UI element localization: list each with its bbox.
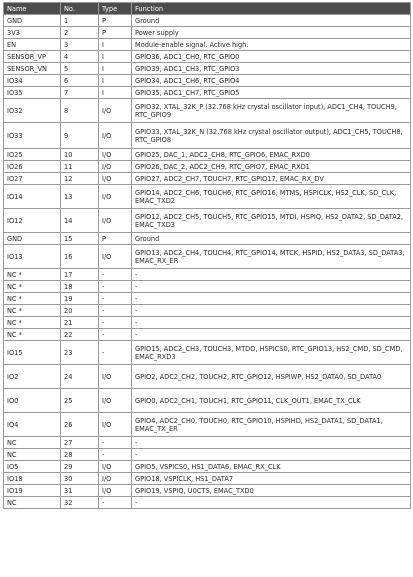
pin-type-cell: - [99,497,132,509]
pin-type-cell: I/O [99,99,132,123]
pin-number-cell: 4 [61,51,99,63]
pin-function-cell: GPIO26, DAC_2, ADC2_CH9, RTC_GPIO7, EMAC_RXD1 [132,161,411,173]
pin-function-cell: GPIO36, ADC1_CH0, RTC_GPIO0 [132,51,411,63]
pin-type-cell: I/O [99,173,132,185]
table-row [4,233,411,245]
table-row [4,75,411,87]
pin-type-cell: I [99,87,132,99]
table-row [4,497,411,509]
pin-number-cell: 14 [61,209,99,233]
pin-name-cell: NC * [4,281,61,293]
pin-function-cell: - [132,449,411,461]
pin-number-cell: 11 [61,161,99,173]
pin-name-cell: NC [4,437,61,449]
pin-name-cell: NC * [4,269,61,281]
pin-function-cell: - [132,281,411,293]
pin-number-cell: 26 [61,413,99,437]
pin-name-cell: NC * [4,305,61,317]
table-row [4,185,411,209]
pin-type-cell: - [99,269,132,281]
pin-type-cell: I/O [99,161,132,173]
pin-number-cell: 22 [61,329,99,341]
pin-function-cell: - [132,269,411,281]
pin-number-cell: 25 [61,389,99,413]
pin-name-cell: IO32 [4,99,61,123]
pin-function-cell: Ground [132,233,411,245]
pin-function-cell: - [132,497,411,509]
pin-number-cell: 13 [61,185,99,209]
pin-name-cell: NC [4,449,61,461]
pin-name-cell: NC * [4,293,61,305]
pin-name-cell: IO4 [4,413,61,437]
pin-number-cell: 24 [61,365,99,389]
pin-type-cell: I [99,63,132,75]
pin-number-cell: 21 [61,317,99,329]
pin-function-cell: GPIO32, XTAL_32K_P (32.768 kHz crystal oscillator input), ADC1_CH4, TOUCH9, RTC_GPIO9 [132,99,411,123]
pin-number-cell: 10 [61,149,99,161]
pin-type-cell: - [99,437,132,449]
pin-function-cell: - [132,329,411,341]
pin-type-cell: I/O [99,473,132,485]
pin-number-cell: 16 [61,245,99,269]
pin-function-cell: - [132,293,411,305]
pin-number-cell: 30 [61,473,99,485]
table-row [4,449,411,461]
table-row [4,161,411,173]
pin-type-cell: I/O [99,389,132,413]
pin-type-cell: I/O [99,149,132,161]
table-row [4,341,411,365]
pin-name-cell: IO25 [4,149,61,161]
pin-type-cell: - [99,329,132,341]
pin-name-cell: IO26 [4,161,61,173]
table-row [4,269,411,281]
pin-function-cell: GPIO12, ADC2_CH5, TOUCH5, RTC_GPIO15, MTDI, HSPIQ, HS2_DATA2, SD_DATA2, EMAC_TXD3 [132,209,411,233]
pin-name-cell: IO19 [4,485,61,497]
pin-type-cell: - [99,293,132,305]
pin-function-cell: GPIO19, VSPIQ, U0CTS, EMAC_TXD0 [132,485,411,497]
pin-type-cell: P [99,15,132,27]
pin-function-cell: GPIO33, XTAL_32K_N (32.768 kHz crystal oscillator output), ADC1_CH5, TOUCH8, RTC_GPIO8 [132,123,411,149]
pin-function-cell: GPIO4, ADC2_CH0, TOUCH0, RTC_GPIO10, HSPIHD, HS2_DATA1, SD_DATA1, EMAC_TX_ER [132,413,411,437]
table-row [4,329,411,341]
pin-function-cell: GPIO39, ADC1_CH3, RTC_GPIO3 [132,63,411,75]
pin-name-cell: IO2 [4,365,61,389]
pin-type-cell: - [99,305,132,317]
pin-number-cell: 29 [61,461,99,473]
header-name: Name [4,3,61,15]
pin-function-cell: GPIO18, VSPICLK, HS1_DATA7 [132,473,411,485]
pin-type-cell: I [99,39,132,51]
pin-number-cell: 3 [61,39,99,51]
pin-type-cell: I [99,75,132,87]
pin-function-cell: - [132,437,411,449]
pin-function-cell: GPIO13, ADC2_CH4, TOUCH4, RTC_GPIO14, MTCK, HSPID, HS2_DATA3, SD_DATA3, EMAC_RX_ER [132,245,411,269]
pin-type-cell: I/O [99,209,132,233]
table-row [4,51,411,63]
table-row [4,173,411,185]
pin-name-cell: NC * [4,317,61,329]
pin-number-cell: 9 [61,123,99,149]
pin-name-cell: IO35 [4,87,61,99]
pin-type-cell: P [99,233,132,245]
table-row [4,365,411,389]
pin-type-cell: I/O [99,185,132,209]
pin-number-cell: 7 [61,87,99,99]
header-type: Type [99,3,132,15]
pin-number-cell: 17 [61,269,99,281]
pin-name-cell: IO12 [4,209,61,233]
pin-number-cell: 15 [61,233,99,245]
pin-number-cell: 1 [61,15,99,27]
pin-name-cell: IO18 [4,473,61,485]
pin-name-cell: IO27 [4,173,61,185]
pin-number-cell: 31 [61,485,99,497]
table-row [4,245,411,269]
pin-type-cell: - [99,449,132,461]
pin-function-cell: Module-enable signal. Active high. [132,39,411,51]
pin-definition-table [3,2,411,509]
pin-function-cell: GPIO34, ADC1_CH6, RTC_GPIO4 [132,75,411,87]
pin-type-cell: I/O [99,461,132,473]
table-row [4,149,411,161]
pin-type-cell: I/O [99,365,132,389]
table-row [4,461,411,473]
table-row [4,437,411,449]
table-row [4,87,411,99]
pin-number-cell: 27 [61,437,99,449]
pin-name-cell: IO34 [4,75,61,87]
pin-name-cell: EN [4,39,61,51]
table-row [4,389,411,413]
header-function: Function [132,3,411,15]
table-row [4,123,411,149]
pin-number-cell: 28 [61,449,99,461]
pin-function-cell: GPIO14, ADC2_CH6, TOUCH6, RTC_GPIO16, MTMS, HSPICLK, HS2_CLK, SD_CLK, EMAC_TXD2 [132,185,411,209]
pin-function-cell: GPIO15, ADC2_CH3, TOUCH3, MTDO, HSPICS0, RTC_GPIO13, HS2_CMD, SD_CMD, EMAC_RXD3 [132,341,411,365]
pin-type-cell: - [99,341,132,365]
pin-function-cell: Ground [132,15,411,27]
pin-number-cell: 32 [61,497,99,509]
pin-type-cell: I/O [99,123,132,149]
pin-function-cell: - [132,317,411,329]
pin-number-cell: 12 [61,173,99,185]
pin-name-cell: 3V3 [4,27,61,39]
pin-name-cell: IO0 [4,389,61,413]
pin-name-cell: NC [4,497,61,509]
pin-name-cell: GND [4,233,61,245]
pin-number-cell: 6 [61,75,99,87]
pin-name-cell: IO5 [4,461,61,473]
pin-type-cell: P [99,27,132,39]
pin-name-cell: IO33 [4,123,61,149]
pin-number-cell: 20 [61,305,99,317]
pin-type-cell: I [99,51,132,63]
pin-number-cell: 2 [61,27,99,39]
pin-name-cell: IO15 [4,341,61,365]
table-row [4,305,411,317]
table-row [4,317,411,329]
pin-name-cell: IO13 [4,245,61,269]
pin-type-cell: - [99,281,132,293]
pin-number-cell: 19 [61,293,99,305]
pin-function-cell: GPIO0, ADC2_CH1, TOUCH1, RTC_GPIO11, CLK_OUT1, EMAC_TX_CLK [132,389,411,413]
table-row [4,281,411,293]
table-header-row [4,3,411,15]
pin-name-cell: NC * [4,329,61,341]
table-row [4,485,411,497]
pin-number-cell: 8 [61,99,99,123]
table-body [4,15,411,509]
table-row [4,63,411,75]
pin-function-cell: GPIO5, VSPICS0, HS1_DATA6, EMAC_RX_CLK [132,461,411,473]
pin-number-cell: 5 [61,63,99,75]
table-row [4,413,411,437]
pin-type-cell: I/O [99,413,132,437]
table-row [4,27,411,39]
pin-function-cell: GPIO35, ADC1_CH7, RTC_GPIO5 [132,87,411,99]
pin-definition-table-container [3,2,410,509]
table-row [4,39,411,51]
pin-name-cell: SENSOR_VP [4,51,61,63]
pin-name-cell: IO14 [4,185,61,209]
pin-function-cell: - [132,305,411,317]
table-row [4,293,411,305]
pin-number-cell: 23 [61,341,99,365]
table-row [4,209,411,233]
table-row [4,15,411,27]
pin-type-cell: I/O [99,245,132,269]
pin-type-cell: - [99,317,132,329]
pin-function-cell: GPIO27, ADC2_CH7, TOUCH7, RTC_GPIO17, EMAC_RX_DV [132,173,411,185]
pin-function-cell: GPIO25, DAC_1, ADC2_CH8, RTC_GPIO6, EMAC_RXD0 [132,149,411,161]
pin-name-cell: SENSOR_VN [4,63,61,75]
pin-function-cell: Power supply [132,27,411,39]
table-row [4,99,411,123]
pin-function-cell: GPIO2, ADC2_CH2, TOUCH2, RTC_GPIO12, HSPIWP, HS2_DATA0, SD_DATA0 [132,365,411,389]
pin-name-cell: GND [4,15,61,27]
pin-number-cell: 18 [61,281,99,293]
pin-type-cell: I/O [99,485,132,497]
table-row [4,473,411,485]
header-no: No. [61,3,99,15]
